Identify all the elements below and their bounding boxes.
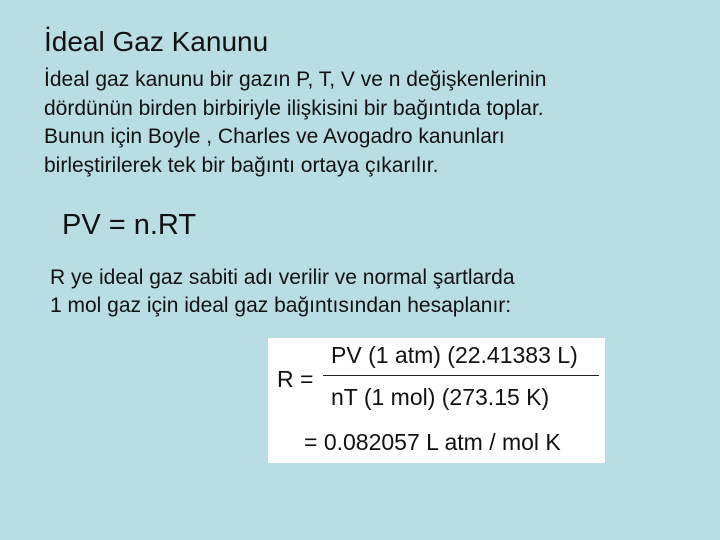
ideal-gas-equation: PV = n.RT bbox=[62, 209, 197, 241]
formula-numerator: PV (1 atm) (22.41383 L) bbox=[331, 342, 578, 368]
slide-title: İdeal Gaz Kanunu bbox=[44, 26, 269, 57]
intro-line: birleştirilerek tek bir bağıntı ortaya çıkarılır. bbox=[44, 153, 439, 177]
intro-paragraph bbox=[44, 66, 684, 180]
intro-line: dördünün birden birbiriyle ilişkisini bir bağıntıda toplar. bbox=[44, 96, 544, 120]
intro-line: Bunun için Boyle , Charles ve Avogadro kanunları bbox=[44, 125, 505, 148]
note-line: 1 mol gaz için ideal gaz bağıntısından hesaplanır: bbox=[50, 294, 512, 317]
fraction-bar bbox=[323, 375, 599, 376]
intro-line: İdeal gaz kanunu bir gazın P, T, V ve n değişkenlerinin bbox=[44, 68, 547, 91]
gas-constant-note bbox=[50, 264, 515, 320]
formula-r-label: R = bbox=[277, 366, 314, 392]
formula-result: = 0.082057 L atm / mol K bbox=[304, 429, 561, 455]
note-line: R ye ideal gaz sabiti adı verilir ve normal şartlarda bbox=[50, 266, 515, 289]
formula-denominator: nT (1 mol) (273.15 K) bbox=[331, 384, 550, 410]
gas-constant-formula-image bbox=[268, 338, 605, 463]
